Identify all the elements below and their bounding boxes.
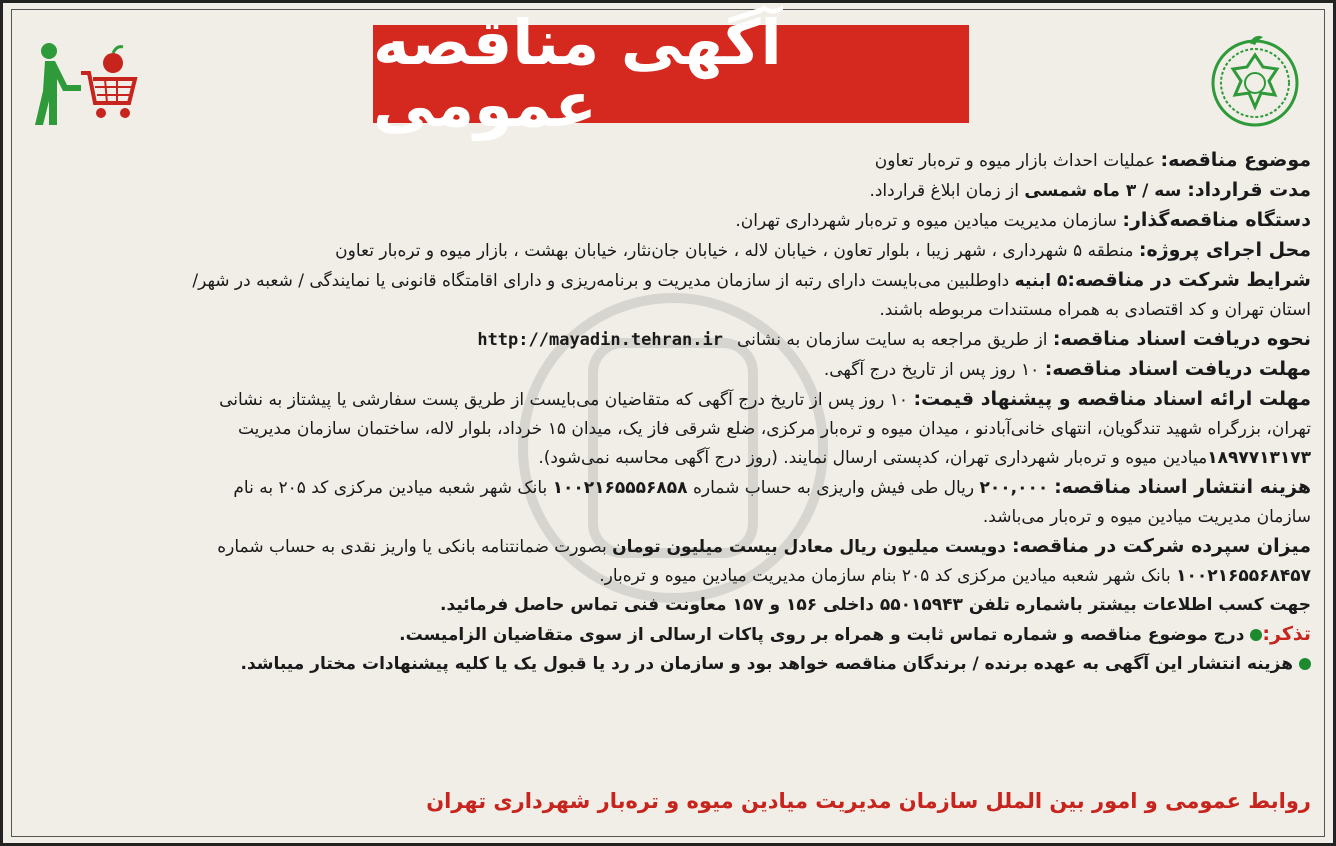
website-link[interactable]: http://mayadin.tehran.ir [477, 330, 723, 350]
field-label: مهلت ارائه اسناد مناقصه و پیشنهاد قیمت: [913, 388, 1311, 410]
footer-signature: روابط عمومی و امور بین الملل سازمان مدیریت میادین میوه و تره‌بار شهرداری تهران [426, 789, 1311, 813]
field-text: بصورت ضمانتنامه بانکی یا واریز نقدی به حساب شماره [217, 537, 613, 557]
notice-body [31, 146, 1311, 679]
notice-line [31, 503, 1311, 532]
field-text: منطقه ۵ شهرداری ، شهر زیبا ، بلوار تعاون ، خیابان لاله ، خیابان جان‌نثار، خیابان بهشت ، بازار میوه و تره‌بار تعاون [335, 241, 1139, 261]
emphasis-text: جهت کسب اطلاعات بیشتر باشماره تلفن ۵۵۰۱۵۹۴۳ داخلی ۱۵۶ و ۱۵۷ معاونت فنی تماس حاصل فرمائید. [440, 595, 1311, 615]
notice-line [31, 562, 1311, 591]
field-text: ۱۰ روز پس از تاریخ درج آگهی که متقاضیان می‌بایست از طریق پست سفارشی یا پیشتاز به نشانی [219, 390, 914, 410]
emphasis-text: ۱۸۹۷۷۱۳۱۷۳ [1207, 448, 1311, 468]
emphasis-text: ۲۰۰,۰۰۰ [979, 478, 1055, 498]
person-pushing-cart-icon [23, 39, 143, 129]
field-text: عملیات احداث بازار میوه و تره‌بار تعاون [874, 151, 1161, 171]
notice-line [31, 532, 1311, 562]
notice-line [31, 176, 1311, 206]
field-text: بانک شهر شعبه میادین مرکزی کد ۲۰۵ بنام سازمان مدیریت میادین میوه و تره‌بار. [599, 566, 1177, 586]
field-text: ارسال نمایند. (روز درج آگهی محاسبه نمی‌شود). [538, 448, 878, 468]
notice-line [31, 385, 1311, 415]
title-banner [373, 6, 969, 141]
emphasis-text: دویست میلیون ریال معادل بیست میلیون تومان [612, 537, 1012, 557]
field-label: موضوع مناقصه: [1160, 149, 1311, 171]
emphasis-text: ۵ ابنیه [1014, 271, 1068, 291]
field-text: از زمان ابلاغ قرارداد. [869, 181, 1025, 201]
field-text: سازمان مدیریت میادین میوه و تره‌بار می‌باشد. [982, 507, 1311, 527]
notice-line [31, 296, 1311, 325]
field-text: میادین میوه و تره‌بار شهرداری تهران، کدپستی [877, 448, 1208, 468]
field-text: از طریق مراجعه به سایت سازمان به نشانی [736, 330, 1053, 350]
field-label: میزان سپرده شرکت در مناقصه: [1011, 535, 1311, 557]
notice-line [31, 415, 1311, 444]
notice-line [31, 591, 1311, 620]
note-label: تذکر: [1262, 623, 1311, 645]
municipality-seal-icon [1205, 29, 1305, 129]
notice-line [31, 473, 1311, 503]
emphasis-text: سه / ۳ ماه شمسی [1024, 181, 1188, 201]
field-text: ریال طی فیش واریزی به حساب شماره [687, 478, 980, 498]
field-text: ۱۰ روز پس از تاریخ درج آگهی. [823, 360, 1045, 380]
notice-line [31, 146, 1311, 176]
notice-line [31, 325, 1311, 355]
field-label: هزینه انتشار اسناد مناقصه: [1054, 476, 1311, 498]
field-label: شرایط شرکت در مناقصه: [1067, 269, 1311, 291]
field-text: از سازمان مدیریت و برنامه‌ریزی و دارای اقامتگاه قانونی یا نمایندگی / شعبه در شهر/ [192, 271, 790, 291]
bullet-icon [1250, 629, 1262, 641]
notice-line [31, 444, 1311, 473]
field-text: داوطلبین می‌بایست دارای رتبه [789, 271, 1015, 291]
notice-line [31, 206, 1311, 236]
emphasis-text: ۱۰۰۲۱۶۵۵۵۶۸۵۸ [552, 478, 688, 498]
notice-line [31, 355, 1311, 385]
emphasis-text: درج موضوع مناقصه و شماره تماس ثابت و همراه بر روی پاکات ارسالی از سوی متقاضیان الزامیست. [399, 625, 1245, 645]
notice-line [31, 620, 1311, 650]
notice-line [31, 650, 1311, 679]
notice-line [31, 236, 1311, 266]
field-text: تهران، بزرگراه شهید تندگویان، انتهای خانی‌آبادنو ، میدان میوه و تره‌بار مرکزی، ضلع شرقی فاز یک، میدان ۱۵ خرداد، بلوار لاله، ساختمان سازمان مدیریت [237, 419, 1311, 439]
emphasis-text: هزینه انتشار این آگهی به عهده برنده / برندگان مناقصه خواهد بود و سازمان در رد یا قبول یک یا کلیه پیشنهادات مختار میباشد. [240, 654, 1293, 674]
field-label: دستگاه مناقصه‌گذار: [1122, 209, 1311, 231]
field-label: محل اجرای پروژه: [1138, 239, 1311, 261]
emphasis-text: ۱۰۰۲۱۶۵۵۶۸۴۵۷ [1176, 566, 1311, 586]
field-text: استان تهران و کد اقتصادی به همراه مستندات مربوطه باشند. [879, 300, 1311, 320]
field-text: سازمان مدیریت میادین میوه و تره‌بار شهرداری تهران. [735, 211, 1123, 231]
field-label: مدت قرارداد: [1187, 179, 1311, 201]
field-text: بانک شهر شعبه میادین مرکزی کد ۲۰۵ به نام [233, 478, 553, 498]
field-label: نحوه دریافت اسناد مناقصه: [1052, 328, 1311, 350]
field-label: مهلت دریافت اسناد مناقصه: [1044, 358, 1311, 380]
page-title: آگهی مناقصه عمومی [373, 6, 782, 141]
notice-line [31, 266, 1311, 296]
bullet-icon [1299, 658, 1311, 670]
